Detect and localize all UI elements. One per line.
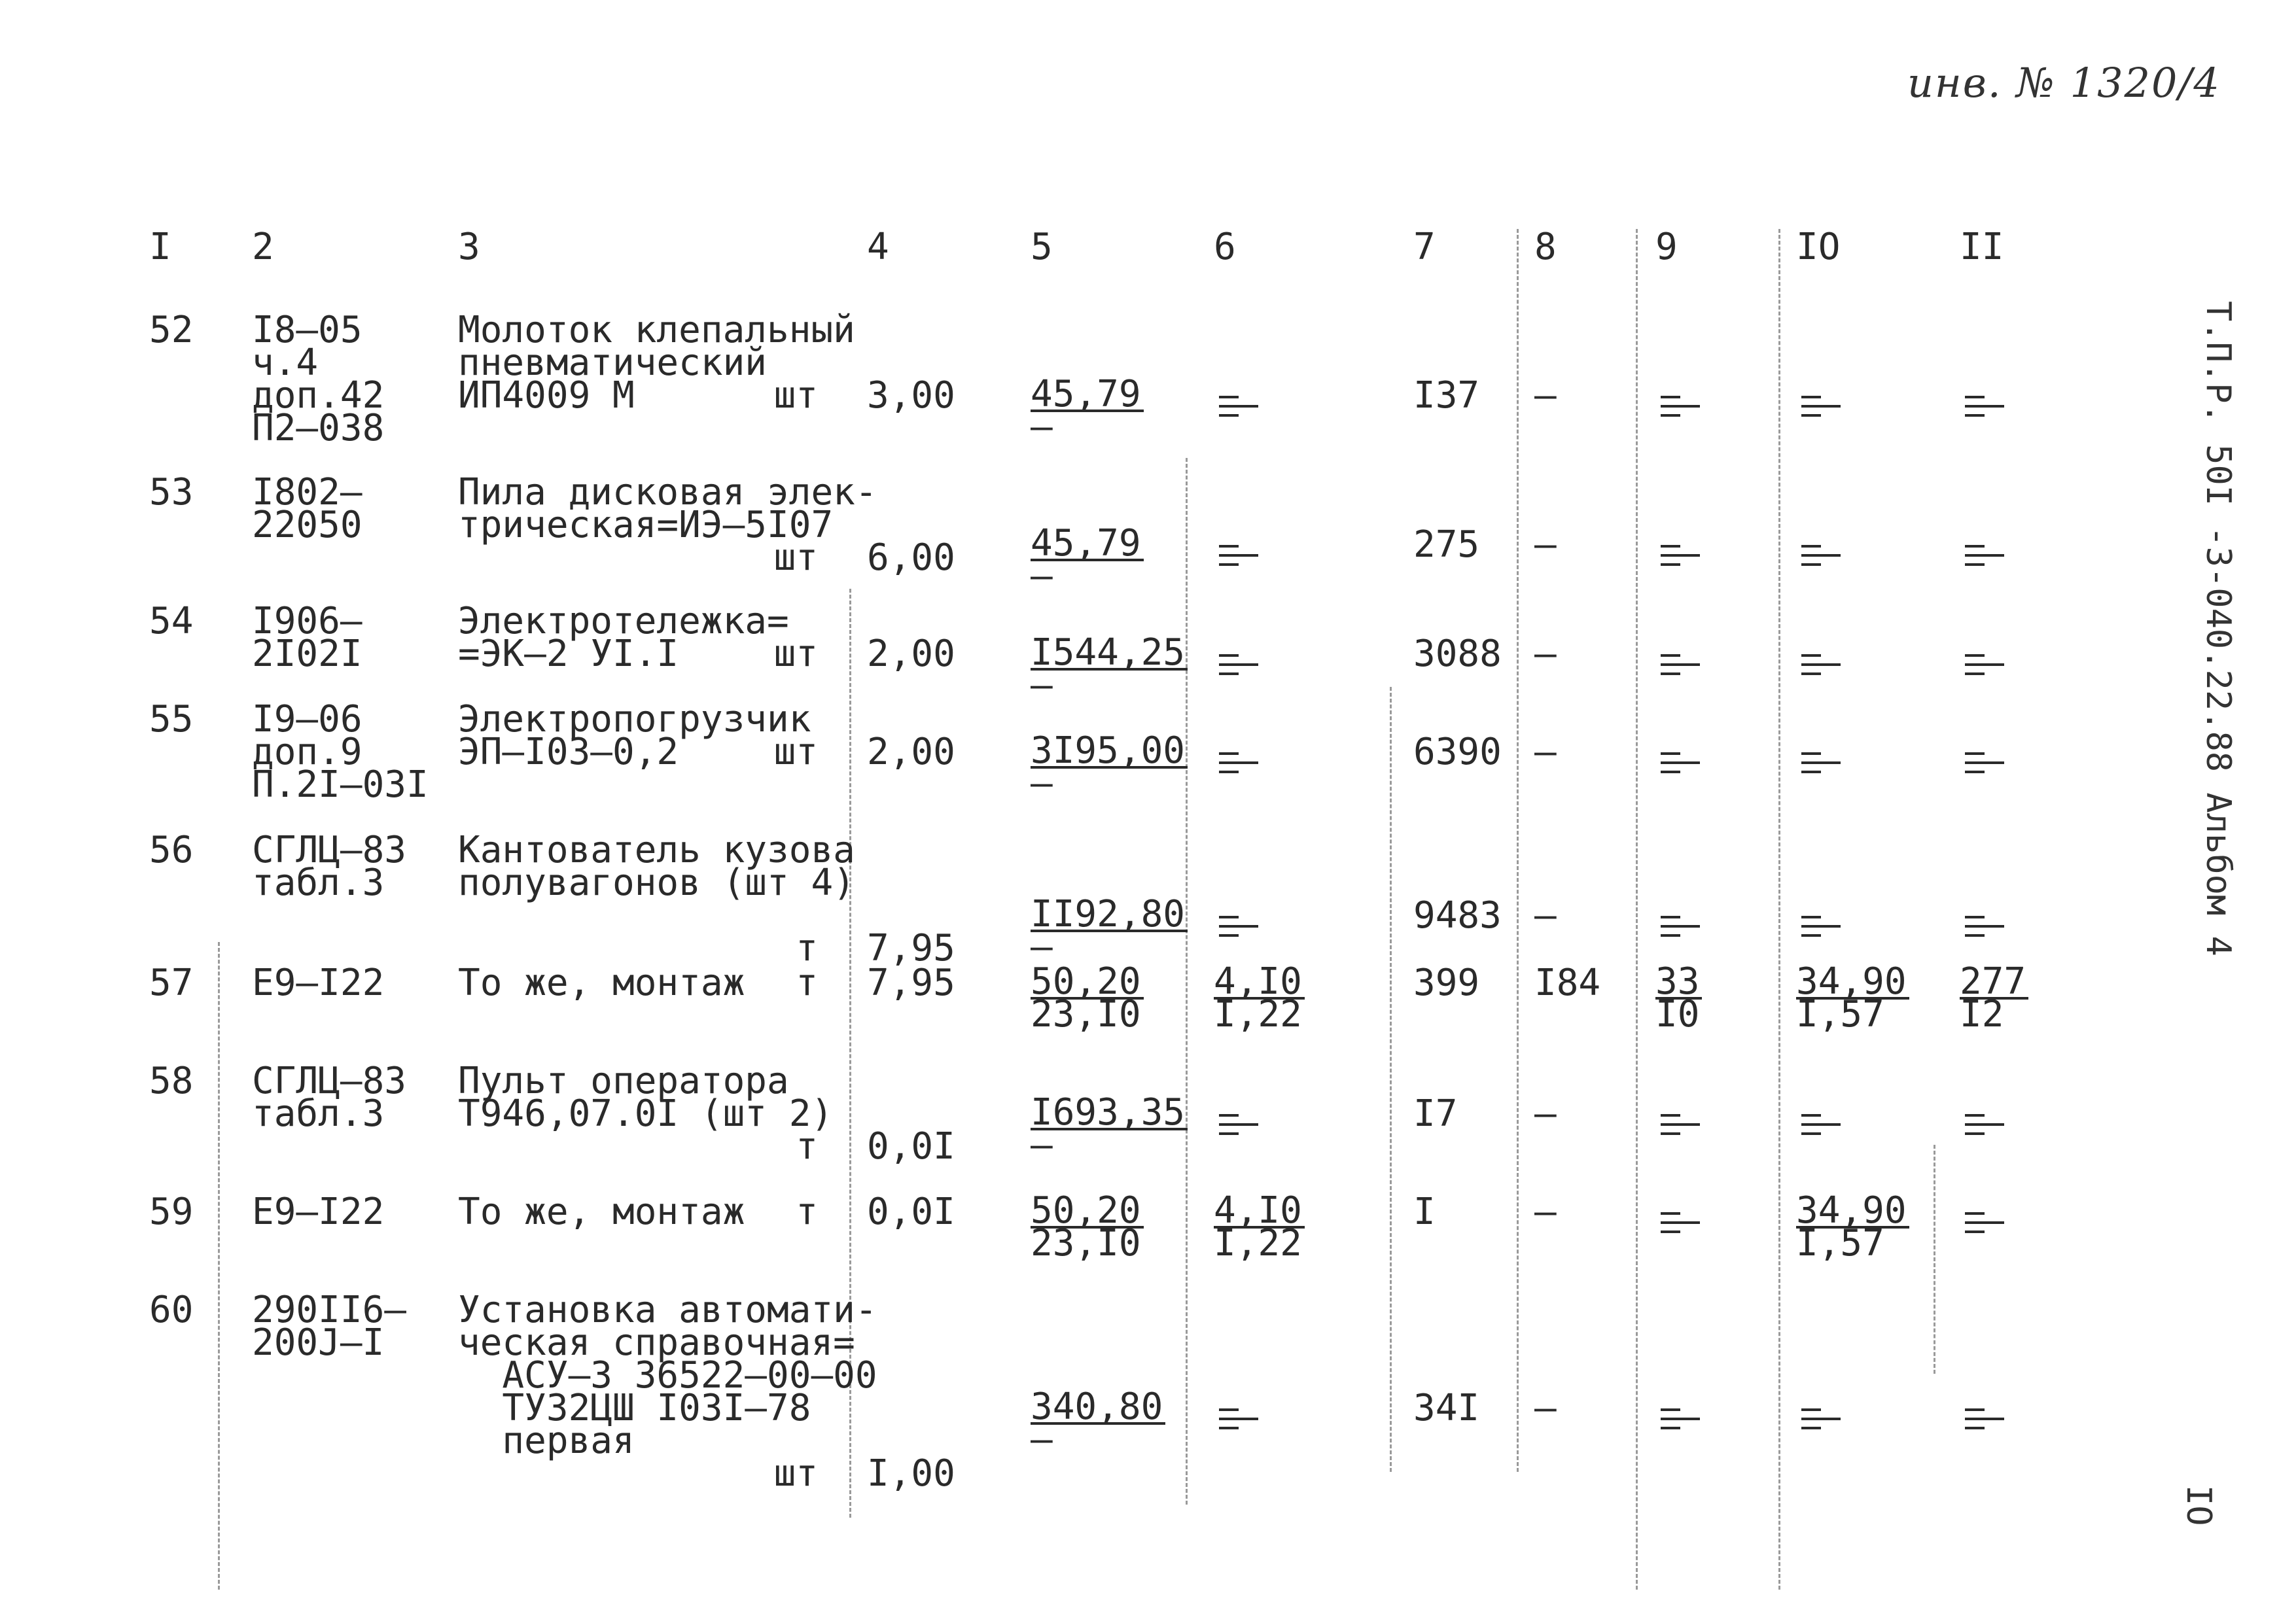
cell-col-5 — [1031, 893, 1188, 968]
ditto-stroke — [1965, 1427, 1985, 1429]
ditto-stroke — [1965, 771, 1985, 773]
cell-col-10 — [1796, 1189, 1909, 1265]
cell-col-5 — [1031, 373, 1144, 448]
cell-col-9 — [1655, 532, 1695, 576]
cell-col-5-bottom: – — [1031, 1124, 1053, 1166]
ditto-stroke — [1965, 414, 1985, 417]
ditto-stroke — [1801, 771, 1821, 773]
ditto-stroke — [1965, 934, 1985, 937]
cell-col-9 — [1655, 641, 1695, 685]
cell-col-8: – — [1534, 731, 1557, 773]
cell-col-5-top: I544,25 — [1031, 638, 1188, 671]
header-col-3: 3 — [458, 226, 480, 268]
cell-col-9 — [1655, 1199, 1695, 1243]
ditto-mark — [1960, 739, 1999, 778]
page-number: IO — [2179, 1485, 2218, 1526]
cell-col-8: I84 — [1534, 962, 1601, 1004]
cell-col-9-fraction — [1655, 960, 1702, 1036]
row-unit: шт — [773, 731, 818, 773]
cell-col-7: 3088 — [1413, 633, 1502, 675]
row-number: 53 — [149, 471, 194, 514]
cell-col-5-fraction — [1031, 631, 1188, 707]
column-divider — [218, 942, 220, 1590]
row-code: Е9–I22 — [252, 1191, 385, 1233]
ditto-stroke — [1965, 672, 1985, 675]
row-quantity: 6,00 — [867, 536, 955, 579]
ditto-mark — [1796, 532, 1835, 571]
cell-col-6-top: 4,I0 — [1214, 1196, 1305, 1229]
column-divider — [1517, 229, 1519, 1472]
ditto-mark — [1796, 1395, 1835, 1435]
row-number: 58 — [149, 1060, 194, 1102]
ditto-mark — [1796, 739, 1835, 778]
ditto-mark — [1655, 903, 1695, 942]
cell-col-10 — [1796, 1395, 1835, 1439]
ditto-mark — [1796, 641, 1835, 680]
cell-col-5 — [1031, 960, 1144, 1036]
cell-col-5-bottom: – — [1031, 664, 1053, 707]
cell-col-9-top: 33 — [1655, 967, 1702, 1000]
table-row — [0, 698, 2296, 806]
cell-col-6-top: 4,I0 — [1214, 967, 1305, 1000]
row-code: I906– 2I02I — [252, 600, 362, 675]
cell-col-5-fraction — [1031, 960, 1144, 1036]
row-unit: т — [796, 927, 818, 969]
ditto-mark — [1655, 1101, 1695, 1140]
ditto-mark — [1796, 383, 1835, 422]
cell-col-7: 34I — [1413, 1387, 1480, 1429]
row-code: СГЛЦ–83 табл.3 — [252, 829, 407, 904]
cell-col-11 — [1960, 532, 1999, 576]
ditto-stroke — [1219, 771, 1239, 773]
ditto-mark — [1214, 641, 1253, 680]
cell-col-5 — [1031, 1189, 1144, 1265]
ditto-stroke — [1661, 414, 1680, 417]
header-col-10: IO — [1796, 226, 1841, 268]
cell-col-10-top: 34,90 — [1796, 967, 1909, 1000]
cell-col-5-top: 340,80 — [1031, 1392, 1165, 1425]
cell-col-7: I7 — [1413, 1092, 1458, 1135]
cell-col-5-top: 45,79 — [1031, 379, 1144, 412]
ditto-stroke — [1219, 1427, 1239, 1429]
cell-col-5-bottom: – — [1031, 926, 1053, 968]
ditto-mark — [1214, 903, 1253, 942]
cell-col-9 — [1655, 383, 1695, 427]
row-name: То же, монтаж — [458, 962, 745, 1004]
row-code: 290II6– 200J–I — [252, 1289, 407, 1364]
ditto-stroke — [1801, 563, 1821, 566]
cell-col-7: I — [1413, 1191, 1436, 1233]
ditto-stroke — [1801, 934, 1821, 937]
cell-col-10-fraction — [1796, 1189, 1909, 1265]
column-divider — [1778, 229, 1780, 1590]
cell-col-6-fraction — [1214, 960, 1305, 1036]
ditto-mark — [1960, 1101, 1999, 1140]
row-quantity: I,00 — [867, 1452, 955, 1495]
ditto-stroke — [1219, 934, 1239, 937]
row-code: СГЛЦ–83 табл.3 — [252, 1060, 407, 1135]
row-name: Электротележка= =ЭК–2 УI.I — [458, 600, 789, 675]
cell-col-6 — [1214, 383, 1253, 427]
row-number: 56 — [149, 829, 194, 871]
cell-col-5-fraction — [1031, 522, 1144, 597]
row-unit: шт — [773, 1452, 818, 1495]
ditto-stroke — [1801, 414, 1821, 417]
table-row — [0, 829, 2296, 969]
cell-col-11 — [1960, 383, 1999, 427]
table-row — [0, 471, 2296, 597]
ditto-mark — [1655, 1395, 1695, 1435]
cell-col-8: – — [1534, 1191, 1557, 1233]
cell-col-11 — [1960, 1395, 1999, 1439]
ditto-stroke — [1661, 1132, 1680, 1135]
cell-col-5-bottom: – — [1031, 555, 1053, 597]
cell-col-10 — [1796, 532, 1835, 576]
cell-col-8: – — [1534, 1092, 1557, 1135]
ditto-mark — [1655, 383, 1695, 422]
ditto-stroke — [1965, 1230, 1985, 1233]
ditto-mark — [1960, 383, 1999, 422]
cell-col-6-fraction — [1214, 1189, 1305, 1265]
table-row — [0, 1060, 2296, 1168]
cell-col-11 — [1960, 1199, 1999, 1243]
document-side-title: Т.П.Р. 50I -3-040.22.88 Альбом 4 — [2199, 301, 2238, 956]
row-quantity: 7,95 — [867, 927, 955, 969]
row-name: Пульт оператора Т946,07.0I (шт 2) — [458, 1060, 834, 1135]
row-quantity: 2,00 — [867, 633, 955, 675]
cell-col-6 — [1214, 960, 1305, 1036]
row-number: 55 — [149, 698, 194, 741]
cell-col-5-fraction — [1031, 1189, 1144, 1265]
row-name: Пила дисковая элек- трическая=ИЭ–5I07 — [458, 471, 877, 546]
row-name: Молоток клепальный пневматический ИП4009 М — [458, 309, 855, 417]
ditto-stroke — [1965, 1132, 1985, 1135]
cell-col-5-fraction — [1031, 893, 1188, 968]
cell-col-10 — [1796, 960, 1909, 1036]
cell-col-10 — [1796, 903, 1835, 947]
row-quantity: 0,0I — [867, 1191, 955, 1233]
row-quantity: 0,0I — [867, 1125, 955, 1168]
ditto-stroke — [1219, 672, 1239, 675]
cell-col-6 — [1214, 739, 1253, 783]
cell-col-5-bottom: – — [1031, 762, 1053, 805]
row-number: 54 — [149, 600, 194, 642]
header-col-4: 4 — [867, 226, 889, 268]
ditto-stroke — [1219, 414, 1239, 417]
cell-col-7: 9483 — [1413, 894, 1502, 937]
cell-col-5 — [1031, 631, 1188, 707]
cell-col-5-bottom: 23,I0 — [1031, 1222, 1141, 1265]
ditto-mark — [1960, 641, 1999, 680]
header-col-1: I — [149, 226, 171, 268]
row-name: Кантователь кузова полувагонов (шт 4) — [458, 829, 855, 904]
ditto-mark — [1655, 1199, 1695, 1238]
ditto-mark — [1960, 1395, 1999, 1435]
cell-col-5 — [1031, 522, 1144, 597]
inventory-note: инв. № 1320/4 — [1907, 59, 2221, 107]
ditto-mark — [1960, 532, 1999, 571]
ditto-stroke — [1661, 1427, 1680, 1429]
cell-col-5-top: II92,80 — [1031, 899, 1188, 932]
cell-col-8: – — [1534, 374, 1557, 417]
cell-col-5-fraction — [1031, 1386, 1165, 1461]
cell-col-7: I37 — [1413, 374, 1480, 417]
cell-col-5-fraction — [1031, 373, 1144, 448]
row-code: I9–06 доп.9 П.2I–03I — [252, 698, 429, 806]
row-code: I802– 22050 — [252, 471, 362, 546]
cell-col-9 — [1655, 903, 1695, 947]
row-number: 52 — [149, 309, 194, 351]
cell-col-5 — [1031, 1091, 1188, 1166]
column-divider — [1636, 229, 1638, 1590]
table-row — [0, 600, 2296, 707]
header-col-9: 9 — [1655, 226, 1678, 268]
cell-col-11 — [1960, 903, 1999, 947]
cell-col-6 — [1214, 1101, 1253, 1145]
row-number: 60 — [149, 1289, 194, 1331]
row-unit: т — [796, 1191, 818, 1233]
cell-col-5-top: 50,20 — [1031, 1196, 1144, 1229]
cell-col-10-fraction — [1796, 960, 1909, 1036]
header-col-5: 5 — [1031, 226, 1053, 268]
table-row — [0, 1289, 2296, 1495]
cell-col-6-bottom: I,22 — [1214, 993, 1302, 1036]
cell-col-8: – — [1534, 894, 1557, 937]
ditto-mark — [1214, 383, 1253, 422]
cell-col-5-bottom: 23,I0 — [1031, 993, 1141, 1036]
row-name: То же, монтаж — [458, 1191, 745, 1233]
cell-col-11 — [1960, 1101, 1999, 1145]
row-code: I8–05 ч.4 доп.42 П2–038 — [252, 309, 385, 449]
ditto-stroke — [1661, 1230, 1680, 1233]
cell-col-5-fraction — [1031, 1091, 1188, 1166]
ditto-mark — [1214, 1101, 1253, 1140]
cell-col-5-bottom: – — [1031, 1418, 1053, 1461]
cell-col-8: – — [1534, 633, 1557, 675]
column-divider — [1934, 1145, 1935, 1374]
row-code: Е9–I22 — [252, 962, 385, 1004]
cell-col-10 — [1796, 739, 1835, 783]
cell-col-11 — [1960, 641, 1999, 685]
cell-col-6 — [1214, 1395, 1253, 1439]
cell-col-7: 399 — [1413, 962, 1480, 1004]
row-unit: т — [796, 962, 818, 1004]
row-unit: шт — [773, 633, 818, 675]
row-number: 59 — [149, 1191, 194, 1233]
ditto-mark — [1655, 739, 1695, 778]
cell-col-5-fraction — [1031, 729, 1188, 805]
header-col-7: 7 — [1413, 226, 1436, 268]
row-unit: т — [796, 1125, 818, 1168]
cell-col-10-top: 34,90 — [1796, 1196, 1909, 1229]
ditto-stroke — [1965, 563, 1985, 566]
cell-col-10-bottom: I,57 — [1796, 993, 1884, 1036]
ditto-stroke — [1219, 563, 1239, 566]
ditto-mark — [1214, 532, 1253, 571]
cell-col-6 — [1214, 1189, 1305, 1265]
row-name: Установка автомати- ческая справочная= АСУ–3 36522–00–00 ТУ32ЦШ I03I–78 первая — [458, 1289, 877, 1462]
cell-col-8: – — [1534, 1387, 1557, 1429]
ditto-mark — [1214, 1395, 1253, 1435]
row-number: 57 — [149, 962, 194, 1004]
column-divider — [1186, 458, 1188, 1505]
ditto-stroke — [1801, 1132, 1821, 1135]
ditto-stroke — [1801, 1427, 1821, 1429]
cell-col-10 — [1796, 1101, 1835, 1145]
row-quantity: 7,95 — [867, 962, 955, 1004]
cell-col-11-bottom: I2 — [1960, 993, 2004, 1036]
ditto-stroke — [1219, 1132, 1239, 1135]
cell-col-11 — [1960, 739, 1999, 783]
cell-col-8: – — [1534, 523, 1557, 566]
row-name: Электропогрузчик ЭП–I03–0,2 — [458, 698, 811, 773]
cell-col-9 — [1655, 1101, 1695, 1145]
header-col-8: 8 — [1534, 226, 1557, 268]
cell-col-11-fraction — [1960, 960, 2028, 1036]
table-row — [0, 1189, 2296, 1265]
row-quantity: 2,00 — [867, 731, 955, 773]
ditto-stroke — [1661, 934, 1680, 937]
table-row — [0, 309, 2296, 449]
cell-col-7: 275 — [1413, 523, 1480, 566]
ditto-mark — [1796, 1101, 1835, 1140]
ditto-stroke — [1661, 771, 1680, 773]
ditto-mark — [1655, 532, 1695, 571]
cell-col-6-bottom: I,22 — [1214, 1222, 1302, 1265]
header-col-6: 6 — [1214, 226, 1236, 268]
cell-col-5 — [1031, 1386, 1165, 1461]
ditto-stroke — [1661, 563, 1680, 566]
cell-col-5-bottom: – — [1031, 406, 1053, 448]
cell-col-10 — [1796, 383, 1835, 427]
row-quantity: 3,00 — [867, 374, 955, 417]
ditto-stroke — [1801, 672, 1821, 675]
header-col-11: II — [1960, 226, 2004, 268]
cell-col-7: 6390 — [1413, 731, 1502, 773]
cell-col-11 — [1960, 960, 2028, 1036]
cell-col-9 — [1655, 960, 1702, 1036]
header-col-2: 2 — [252, 226, 274, 268]
ditto-mark — [1214, 739, 1253, 778]
cell-col-9 — [1655, 739, 1695, 783]
ditto-mark — [1796, 903, 1835, 942]
cell-col-10 — [1796, 641, 1835, 685]
cell-col-6 — [1214, 641, 1253, 685]
cell-col-5-top: 50,20 — [1031, 967, 1144, 1000]
cell-col-6 — [1214, 903, 1253, 947]
cell-col-9 — [1655, 1395, 1695, 1439]
cell-col-11-top: 277 — [1960, 967, 2028, 1000]
cell-col-5-top: 3I95,00 — [1031, 736, 1188, 769]
row-unit: шт — [773, 374, 818, 417]
ditto-mark — [1655, 641, 1695, 680]
row-unit: шт — [773, 536, 818, 579]
cell-col-5 — [1031, 729, 1188, 805]
cell-col-5-top: 45,79 — [1031, 529, 1144, 561]
column-divider — [1390, 687, 1392, 1472]
cell-col-9-bottom: I0 — [1655, 993, 1700, 1036]
ditto-stroke — [1661, 672, 1680, 675]
table-row — [0, 960, 2296, 1036]
cell-col-6 — [1214, 532, 1253, 576]
cell-col-5-top: I693,35 — [1031, 1098, 1188, 1130]
ditto-mark — [1960, 903, 1999, 942]
ditto-mark — [1960, 1199, 1999, 1238]
cell-col-10-bottom: I,57 — [1796, 1222, 1884, 1265]
